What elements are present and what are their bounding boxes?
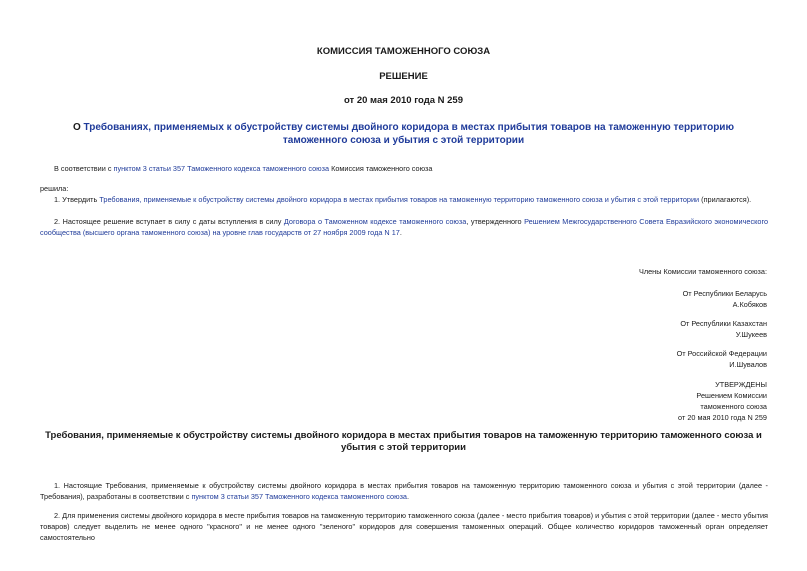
approval-line-3: таможенного союза	[700, 402, 767, 411]
item-1-prefix: 1. Утвердить	[54, 195, 100, 204]
title-link[interactable]: Требованиях, применяемых к обустройству системы двойного коридора в местах прибытия товаров на таможенную территорию таможенного союза и убытия с этой территории	[83, 122, 734, 146]
req-1-suffix: .	[406, 492, 410, 501]
item-1-paragraph	[54, 194, 774, 205]
item-2-prefix: 2. Настоящее решение вступает в силу с даты вступления в силу	[54, 217, 284, 226]
basis-link[interactable]: пунктом 3 статьи 357 Таможенного кодекса таможенного союза	[113, 164, 330, 173]
approval-line-2: Решением Комиссии	[696, 391, 767, 400]
signature-kazakhstan	[680, 318, 767, 340]
decision-heading: РЕШЕНИЕ	[379, 71, 428, 82]
kazakhstan-label: От Республики Казахстан	[680, 319, 767, 328]
item-1-suffix: (прилагаются).	[699, 195, 752, 204]
signature-russia	[677, 348, 767, 370]
requirements-title: Требования, применяемые к обустройству системы двойного коридора в местах прибытия товаров на таможенную территорию таможенного союза и убытия с этой территории	[45, 430, 762, 453]
requirements-paragraph-2: 2. Для применения системы двойного коридора в месте прибытия товаров на таможенную территорию таможенного союза (далее - место прибытия товаров) и убытия с этой территории (далее - место убытия товаров) следует выделить не менее одного "красного" и не менее одного "зеленого" коридоров для совершения таможенных операций. Общее количество коридоров таможенный орган определяет самостоятельно	[40, 511, 768, 542]
item-2-link-decision[interactable]: Решением Межгосударственного Совета Евразийского экономического сообщества (высшего органа таможенного союза) на уровне глав государств от 27 ноября 2009 года N 17	[40, 217, 768, 237]
decision-date: от 20 мая 2010 года N 259	[343, 95, 464, 106]
item-2-paragraph	[40, 216, 768, 238]
approval-line-1: УТВЕРЖДЕНЫ	[715, 380, 767, 389]
item-2-suffix: .	[399, 228, 402, 237]
basis-paragraph	[54, 163, 774, 174]
item-2-middle: , утвержденного	[466, 217, 525, 226]
belarus-name: А.Кобяков	[732, 300, 767, 309]
resolved-label: решила:	[40, 184, 69, 193]
req-1-link[interactable]: пунктом 3 статьи 357 Таможенного кодекса таможенного союза	[191, 492, 407, 501]
russia-label: От Российской Федерации	[676, 349, 767, 358]
signature-belarus	[683, 288, 767, 310]
members-label: Члены Комиссии таможенного союза:	[638, 267, 767, 276]
decision-title	[40, 121, 767, 147]
kazakhstan-name: У.Шукеев	[735, 330, 767, 339]
approval-line-4: от 20 мая 2010 года N 259	[678, 413, 767, 422]
req-1-text: 1. Настоящие Требования, применяемые к обустройству системы двойного коридора в местах прибытия товаров на таможенную территорию таможенного союза и убытия с этой территории (далее - Требования), разработаны в соответствии с	[40, 481, 768, 501]
approval-block	[678, 379, 767, 423]
item-2-link-treaty[interactable]: Договора о Таможенном кодексе таможенного союза	[283, 217, 467, 226]
belarus-label: От Республики Беларусь	[682, 289, 767, 298]
basis-prefix: В соответствии с	[54, 164, 114, 173]
basis-suffix: Комиссия таможенного союза	[329, 164, 433, 173]
organization-heading: КОМИССИЯ ТАМОЖЕННОГО СОЮЗА	[316, 46, 491, 57]
title-prefix: О	[72, 122, 84, 133]
requirements-paragraph-1	[40, 480, 768, 502]
russia-name: И.Шувалов	[729, 360, 767, 369]
item-1-link[interactable]: Требования, применяемые к обустройству системы двойного коридора в местах прибытия товаров на таможенную территорию таможенного союза и убытия с этой территории	[99, 195, 700, 204]
